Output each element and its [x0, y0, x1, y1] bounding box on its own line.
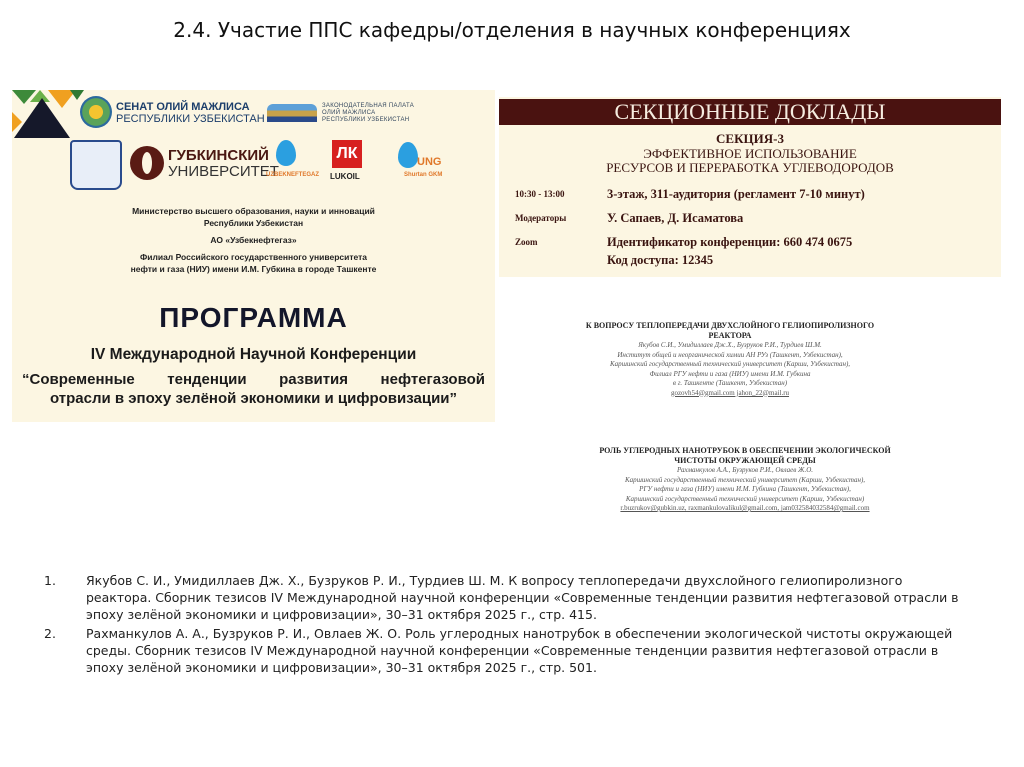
abstract-title: РОЛЬ УГЛЕРОДНЫХ НАНОТРУБОК В ОБЕСПЕЧЕНИИ ЭКОЛОГИЧЕСКОЙ [599, 446, 891, 455]
conference-theme-line-1: “Современные тенденции развития нефтегазовой [22, 371, 485, 388]
row-key: 10:30 - 13:00 [515, 189, 565, 199]
abstract-affiliation: в г. Ташкенте (Ташкент, Узбекистан) [672, 379, 788, 387]
university-emblem-icon [70, 140, 122, 190]
abstract-affiliation: Институт общей и неорганической химии АН РУз (Ташкент, Узбекистан), [617, 350, 843, 359]
decorative-triangle-icon [70, 90, 84, 100]
org-line: нефти и газа (НИУ) имени И.М. Губкина в городе Ташкенте [130, 264, 377, 274]
gubkin-line-1: ГУБКИНСКИЙ [168, 147, 269, 164]
reference-number: 2. [44, 626, 56, 641]
lukoil-logo-text: LUKOIL [330, 172, 360, 181]
row-value: У. Сапаев, Д. Исаматова [607, 211, 744, 225]
access-code: Код доступа: 12345 [607, 253, 714, 267]
row-value: 3-этаж, 311-аудитория (регламент 7-10 минут) [607, 187, 865, 201]
zak-line-1: ЗАКОНОДАТЕЛЬНАЯ ПАЛАТА [322, 103, 415, 109]
lukoil-logo-icon: ЛК [332, 140, 362, 168]
org-line: Филиал Российского государственного университета [139, 252, 368, 262]
ung-drop-icon [398, 142, 418, 168]
uzbekneftegaz-drop-icon [276, 140, 296, 166]
section-number: СЕКЦИЯ-3 [716, 131, 784, 146]
abstract-emails[interactable]: gozovh54@gmail.com jahon_22@mail.ru [670, 388, 790, 397]
gubkin-line-2: УНИВЕРСИТЕТ [168, 163, 279, 180]
uzbekneftegaz-logo-text: UZBEKNEFTEGAZ [266, 172, 319, 178]
reference-text: Рахманкулов А. А., Бузруков Р. И., Овлаев Ж. О. Роль углеродных нанотрубок в обеспечении экологической чистоты окружающей среды. Сборник тезисов IV Международной научной конференции «Современные тенденции развития нефтегазовой отрасли в эпоху зелёной экономики и цифровизации», 30–31 октября 2025 г., стр. 501. [86, 626, 953, 675]
senate-line-1: СЕНАТ ОЛИЙ МАЖЛИСА [116, 101, 250, 113]
abstract-authors: Рахманкулов А.А., Бузруков Р.И., Овлаев Ж.О. [676, 466, 814, 474]
zak-line-2: ОЛИЙ МАЖЛИСА [322, 110, 376, 116]
ung-logo-text: UNG [417, 156, 442, 168]
legislative-chamber-building-icon [267, 104, 317, 122]
senate-logo-text [116, 101, 265, 125]
row-value: Идентификатор конференции: 660 474 0675 [607, 235, 853, 249]
section-topic [499, 147, 1001, 175]
abstract-authors: Якубов С.И., Умидиллаев Дж.Х., Бузруков Р.И., Турдиев Ш.М. [638, 341, 822, 349]
abstract-emails[interactable]: r.buzrukov@gubkin.uz, raxmankulovalikul@gmail.com, jam032584032584@gmail.com [620, 504, 870, 512]
conference-theme-line-2: отрасли в эпоху зелёной экономики и цифровизации” [49, 390, 458, 407]
gubkin-logo-icon [130, 146, 164, 180]
abstract-title: РЕАКТОРА [708, 331, 752, 340]
reference-number: 1. [44, 573, 56, 588]
abstract-2 [550, 446, 940, 514]
senate-emblem-icon [80, 96, 112, 128]
org-line: АО «Узбекнефтегаз» [210, 235, 297, 245]
section-reports-card [499, 97, 1001, 277]
slide-title: 2.4. Участие ППС кафедры/отделения в научных конференциях [173, 18, 851, 42]
legislative-chamber-logo-text [322, 103, 414, 124]
references-list [44, 572, 964, 678]
abstract-1 [560, 321, 900, 398]
section-topic-line-2: РЕСУРСОВ И ПЕРЕРАБОТКА УГЛЕВОДОРОДОВ [606, 160, 894, 175]
abstract-affiliation: Каршинский государственный технический университет (Карши, Узбекистан), [609, 360, 851, 368]
shurtan-logo-text: Shurtan GKM [404, 172, 443, 178]
program-title: ПРОГРАММА [159, 302, 348, 333]
row-key: Модераторы [515, 213, 567, 223]
abstract-title: К ВОПРОСУ ТЕПЛОПЕРЕДАЧИ ДВУХСЛОЙНОГО ГЕЛИОПИРОЛИЗНОГО [585, 321, 875, 330]
reference-text: Якубов С. И., Умидиллаев Дж. Х., Бузруков Р. И., Турдиев Ш. М. К вопросу теплопередачи двухслойного гелиопиролизного реактора. Сборник тезисов IV Международной научной конференции «Современные тенденции развития нефтегазовой отрасли в эпоху зелёной экономики и цифровизации», 30–31 октября 2025 г., стр. 415. [86, 573, 959, 622]
reference-item [44, 572, 964, 623]
abstract-title: ЧИСТОТЫ ОКРУЖАЮЩЕЙ СРЕДЫ [674, 456, 816, 465]
abstract-affiliation: РГУ нефти и газа (НИУ) имени И.М. Губкина (Ташкент, Узбекистан), [639, 485, 851, 493]
zak-line-3: РЕСПУБЛИКИ УЗБЕКИСТАН [322, 117, 410, 123]
org-line: Министерство высшего образования, науки и инноваций [132, 206, 375, 216]
reference-item [44, 625, 964, 676]
section-topic-line-1: ЭФФЕКТИВНОЕ ИСПОЛЬЗОВАНИЕ [643, 146, 857, 161]
conference-name: IV Международной Научной Конференции [90, 346, 417, 363]
senate-line-2: РЕСПУБЛИКИ УЗБЕКИСТАН [116, 113, 265, 125]
gubkin-logo-text [168, 148, 279, 180]
abstract-affiliation: Каршинский государственный технический университет (Карши, Узбекистан) [625, 494, 865, 503]
abstract-affiliation: Филиал РГУ нефти и газа (НИУ) имени И.М. Губкина [649, 369, 811, 378]
org-line: Республики Узбекистан [203, 218, 304, 228]
conference-program-poster [12, 90, 495, 422]
abstract-affiliation: Каршинский государственный технический университет (Карши, Узбекистан), [624, 475, 866, 484]
row-key: Zoom [515, 237, 538, 247]
decorative-triangle-icon [14, 98, 70, 138]
section-header: СЕКЦИОННЫЕ ДОКЛАДЫ [499, 99, 1001, 125]
